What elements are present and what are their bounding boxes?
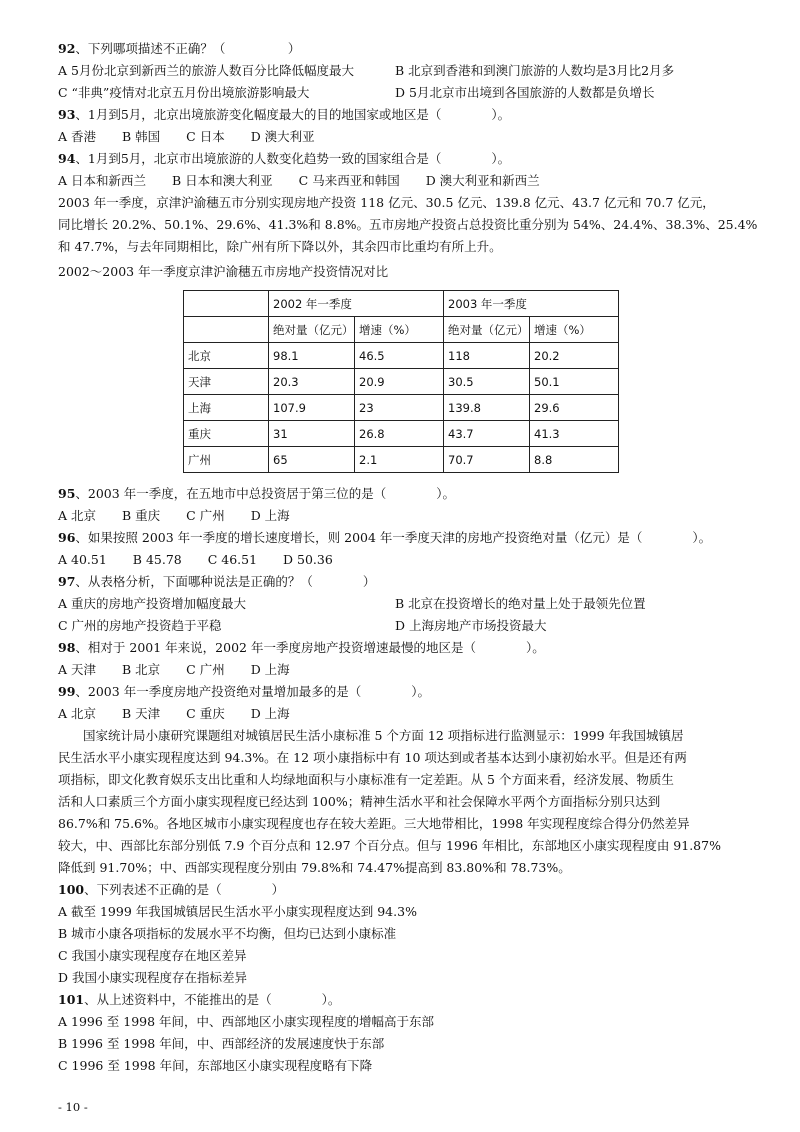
option-a: A 北京 [58, 508, 97, 523]
header-abs-2002: 绝对量（亿元） [269, 317, 355, 343]
passage-line: 项指标，即文化教育娱乐支出比重和人均绿地面积与小康标准有一定差距。从 5 个方面来看，经济发展、物质生 [58, 772, 674, 787]
question-93 [58, 104, 748, 126]
value-cell: 118 [444, 343, 530, 369]
investment-table [183, 290, 619, 473]
question-101 [58, 989, 748, 1011]
question-99 [58, 681, 748, 703]
option-a: A 日本和新西兰 [58, 173, 147, 188]
option-a: A 天津 [58, 662, 97, 677]
options-row [58, 615, 748, 637]
option-b: B 韩国 [122, 129, 161, 144]
question-text: 、下列表述不正确的是（ ） [84, 882, 285, 897]
option-a: A 香港 [58, 129, 97, 144]
value-cell: 29.6 [530, 395, 619, 421]
question-text: 、2003 年一季度房地产投资绝对量增加最多的是（ ）。 [75, 684, 430, 699]
question-text: 、从表格分析，下面哪种说法是正确的？（ ） [75, 574, 376, 589]
question-94 [58, 148, 748, 170]
question-number: 94 [58, 151, 76, 166]
option-a: A 北京 [58, 706, 97, 721]
option-d: D 上海房地产市场投资最大 [395, 618, 547, 633]
options-row [58, 170, 748, 192]
option-c: C 广州 [186, 508, 225, 523]
option-a: A 截至 1999 年我国城镇居民生活水平小康实现程度达到 94.3% [58, 904, 417, 919]
table-row [184, 421, 619, 447]
value-cell: 30.5 [444, 369, 530, 395]
option-a: A 5月份北京到新西兰的旅游人数百分比降低幅度最大 [58, 63, 354, 78]
question-number: 97 [58, 574, 76, 589]
value-cell: 20.2 [530, 343, 619, 369]
option-c: C 1996 至 1998 年间，东部地区小康实现程度略有下降 [58, 1058, 373, 1073]
passage-line: 民生活水平小康实现程度达到 94.3%。在 12 项小康指标中有 10 项达到或者基本达到小康初始水平。但是还有两 [58, 750, 687, 765]
option-d: D 上海 [250, 508, 290, 523]
value-cell: 98.1 [269, 343, 355, 369]
passage-line: 活和人口素质三个方面小康实现程度已经达到 100%；精神生活水平和社会保障水平两个方面指标分别只达到 [58, 794, 661, 809]
value-cell: 20.3 [269, 369, 355, 395]
option-c: C 广州的房地产投资趋于平稳 [58, 618, 222, 633]
option-b: B 45.78 [132, 552, 182, 567]
passage-line: 较大，中、西部比东部分别低 7.9 个百分点和 12.97 个百分点。但与 1996 年相比，东部地区小康实现程度由 91.87% [58, 838, 721, 853]
question-text: 、1月到5月，北京出境旅游变化幅度最大的目的地国家或地区是（ ）。 [75, 107, 511, 122]
header-growth-2002: 增速（%） [355, 317, 444, 343]
question-number: 100 [58, 882, 85, 897]
value-cell: 70.7 [444, 447, 530, 473]
city-cell: 天津 [184, 369, 269, 395]
value-cell: 107.9 [269, 395, 355, 421]
options-row [58, 505, 748, 527]
document-page [58, 38, 758, 1077]
header-2002: 2002 年一季度 [269, 291, 444, 317]
question-95 [58, 483, 748, 505]
option-d: D 50.36 [283, 552, 333, 567]
city-cell: 广州 [184, 447, 269, 473]
table-caption: 2002～2003 年一季度京津沪渝穗五市房地产投资情况对比 [58, 264, 389, 279]
header-2003: 2003 年一季度 [444, 291, 619, 317]
value-cell: 65 [269, 447, 355, 473]
table-subheader-row [184, 317, 619, 343]
question-number: 101 [58, 992, 85, 1007]
option-b: B 天津 [122, 706, 161, 721]
page-number: - 10 - [58, 1100, 88, 1114]
option-d: D 5月北京市出境到各国旅游的人数都是负增长 [395, 85, 655, 100]
question-100 [58, 879, 748, 901]
question-96 [58, 527, 748, 549]
options-row [58, 703, 748, 725]
question-text: 、1月到5月，北京市出境旅游的人数变化趋势一致的国家组合是（ ）。 [75, 151, 511, 166]
value-cell: 41.3 [530, 421, 619, 447]
question-number: 96 [58, 530, 76, 545]
table-row [184, 395, 619, 421]
value-cell: 23 [355, 395, 444, 421]
option-b: B 日本和澳大利亚 [172, 173, 273, 188]
value-cell: 43.7 [444, 421, 530, 447]
value-cell: 26.8 [355, 421, 444, 447]
option-c: C “非典”疫情对北京五月份出境旅游影响最大 [58, 85, 310, 100]
header-empty-cell [184, 291, 269, 317]
table-row [184, 343, 619, 369]
passage-line: 国家统计局小康研究课题组对城镇居民生活小康标准 5 个方面 12 项指标进行监测显示：1999 年我国城镇居 [83, 728, 684, 743]
question-number: 93 [58, 107, 76, 122]
intro-line: 同比增长 20.2%、50.1%、29.6%、41.3%和 8.8%。五市房地产投资占总投资比重分别为 54%、24.4%、38.3%、25.4% [58, 217, 758, 232]
table-row [184, 369, 619, 395]
question-text: 、从上述资料中，不能推出的是（ ）。 [84, 992, 341, 1007]
intro-line: 2003 年一季度，京津沪渝穗五市分别实现房地产投资 118 亿元、30.5 亿元、139.8 亿元、43.7 亿元和 70.7 亿元， [58, 195, 715, 210]
question-text: 、下列哪项描述不正确？（ ） [75, 41, 301, 56]
option-d: D 澳大利亚和新西兰 [425, 173, 540, 188]
option-b: B 北京到香港和到澳门旅游的人数均是3月比2月多 [395, 63, 675, 78]
question-97 [58, 571, 748, 593]
options-row [58, 82, 748, 104]
question-number: 92 [58, 41, 76, 56]
question-number: 98 [58, 640, 76, 655]
option-c: C 广州 [186, 662, 225, 677]
options-row [58, 549, 748, 571]
city-cell: 重庆 [184, 421, 269, 447]
intro-line: 和 47.7%，与去年同期相比，除广州有所下降以外，其余四市比重均有所上升。 [58, 239, 502, 254]
question-text: 、相对于 2001 年来说，2002 年一季度房地产投资增速最慢的地区是（ ）。 [75, 640, 545, 655]
option-a: A 40.51 [58, 552, 107, 567]
city-cell: 北京 [184, 343, 269, 369]
option-b: B 北京在投资增长的绝对量上处于最领先位置 [395, 596, 646, 611]
option-a: A 1996 至 1998 年间，中、西部地区小康实现程度的增幅高于东部 [58, 1014, 435, 1029]
question-98 [58, 637, 748, 659]
option-b: B 重庆 [122, 508, 161, 523]
options-row [58, 659, 748, 681]
option-d: D 澳大利亚 [250, 129, 315, 144]
header-abs-2003: 绝对量（亿元） [444, 317, 530, 343]
value-cell: 8.8 [530, 447, 619, 473]
value-cell: 46.5 [355, 343, 444, 369]
options-row [58, 126, 748, 148]
value-cell: 20.9 [355, 369, 444, 395]
question-92 [58, 38, 748, 60]
passage-line: 86.7%和 75.6%。各地区城市小康实现程度也存在较大差距。三大地带相比，1998 年实现程度综合得分仍然差异 [58, 816, 690, 831]
option-c: C 马来西亚和韩国 [298, 173, 400, 188]
table-row [184, 447, 619, 473]
options-row [58, 60, 748, 82]
question-text: 、2003 年一季度，在五地市中总投资居于第三位的是（ ）。 [75, 486, 455, 501]
option-d: D 上海 [250, 662, 290, 677]
city-cell: 上海 [184, 395, 269, 421]
options-row [58, 593, 748, 615]
option-d: D 我国小康实现程度存在指标差异 [58, 970, 247, 985]
option-b: B 北京 [122, 662, 161, 677]
option-a: A 重庆的房地产投资增加幅度最大 [58, 596, 247, 611]
option-c: C 我国小康实现程度存在地区差异 [58, 948, 247, 963]
header-growth-2003: 增速（%） [530, 317, 619, 343]
passage-line: 降低到 91.70%；中、西部实现程度分别由 79.8%和 74.47%提高到 83.80%和 78.73%。 [58, 860, 571, 875]
value-cell: 31 [269, 421, 355, 447]
value-cell: 2.1 [355, 447, 444, 473]
value-cell: 139.8 [444, 395, 530, 421]
option-b: B 1996 至 1998 年间，中、西部经济的发展速度快于东部 [58, 1036, 385, 1051]
question-text: 、如果按照 2003 年一季度的增长速度增长，则 2004 年一季度天津的房地产投资绝对量（亿元）是（ ）。 [75, 530, 712, 545]
option-c: C 重庆 [186, 706, 225, 721]
table-header-row [184, 291, 619, 317]
header-empty-cell [184, 317, 269, 343]
option-c: C 46.51 [207, 552, 258, 567]
option-d: D 上海 [250, 706, 290, 721]
question-number: 99 [58, 684, 76, 699]
value-cell: 50.1 [530, 369, 619, 395]
question-number: 95 [58, 486, 76, 501]
option-b: B 城市小康各项指标的发展水平不均衡，但均已达到小康标准 [58, 926, 397, 941]
option-c: C 日本 [186, 129, 225, 144]
